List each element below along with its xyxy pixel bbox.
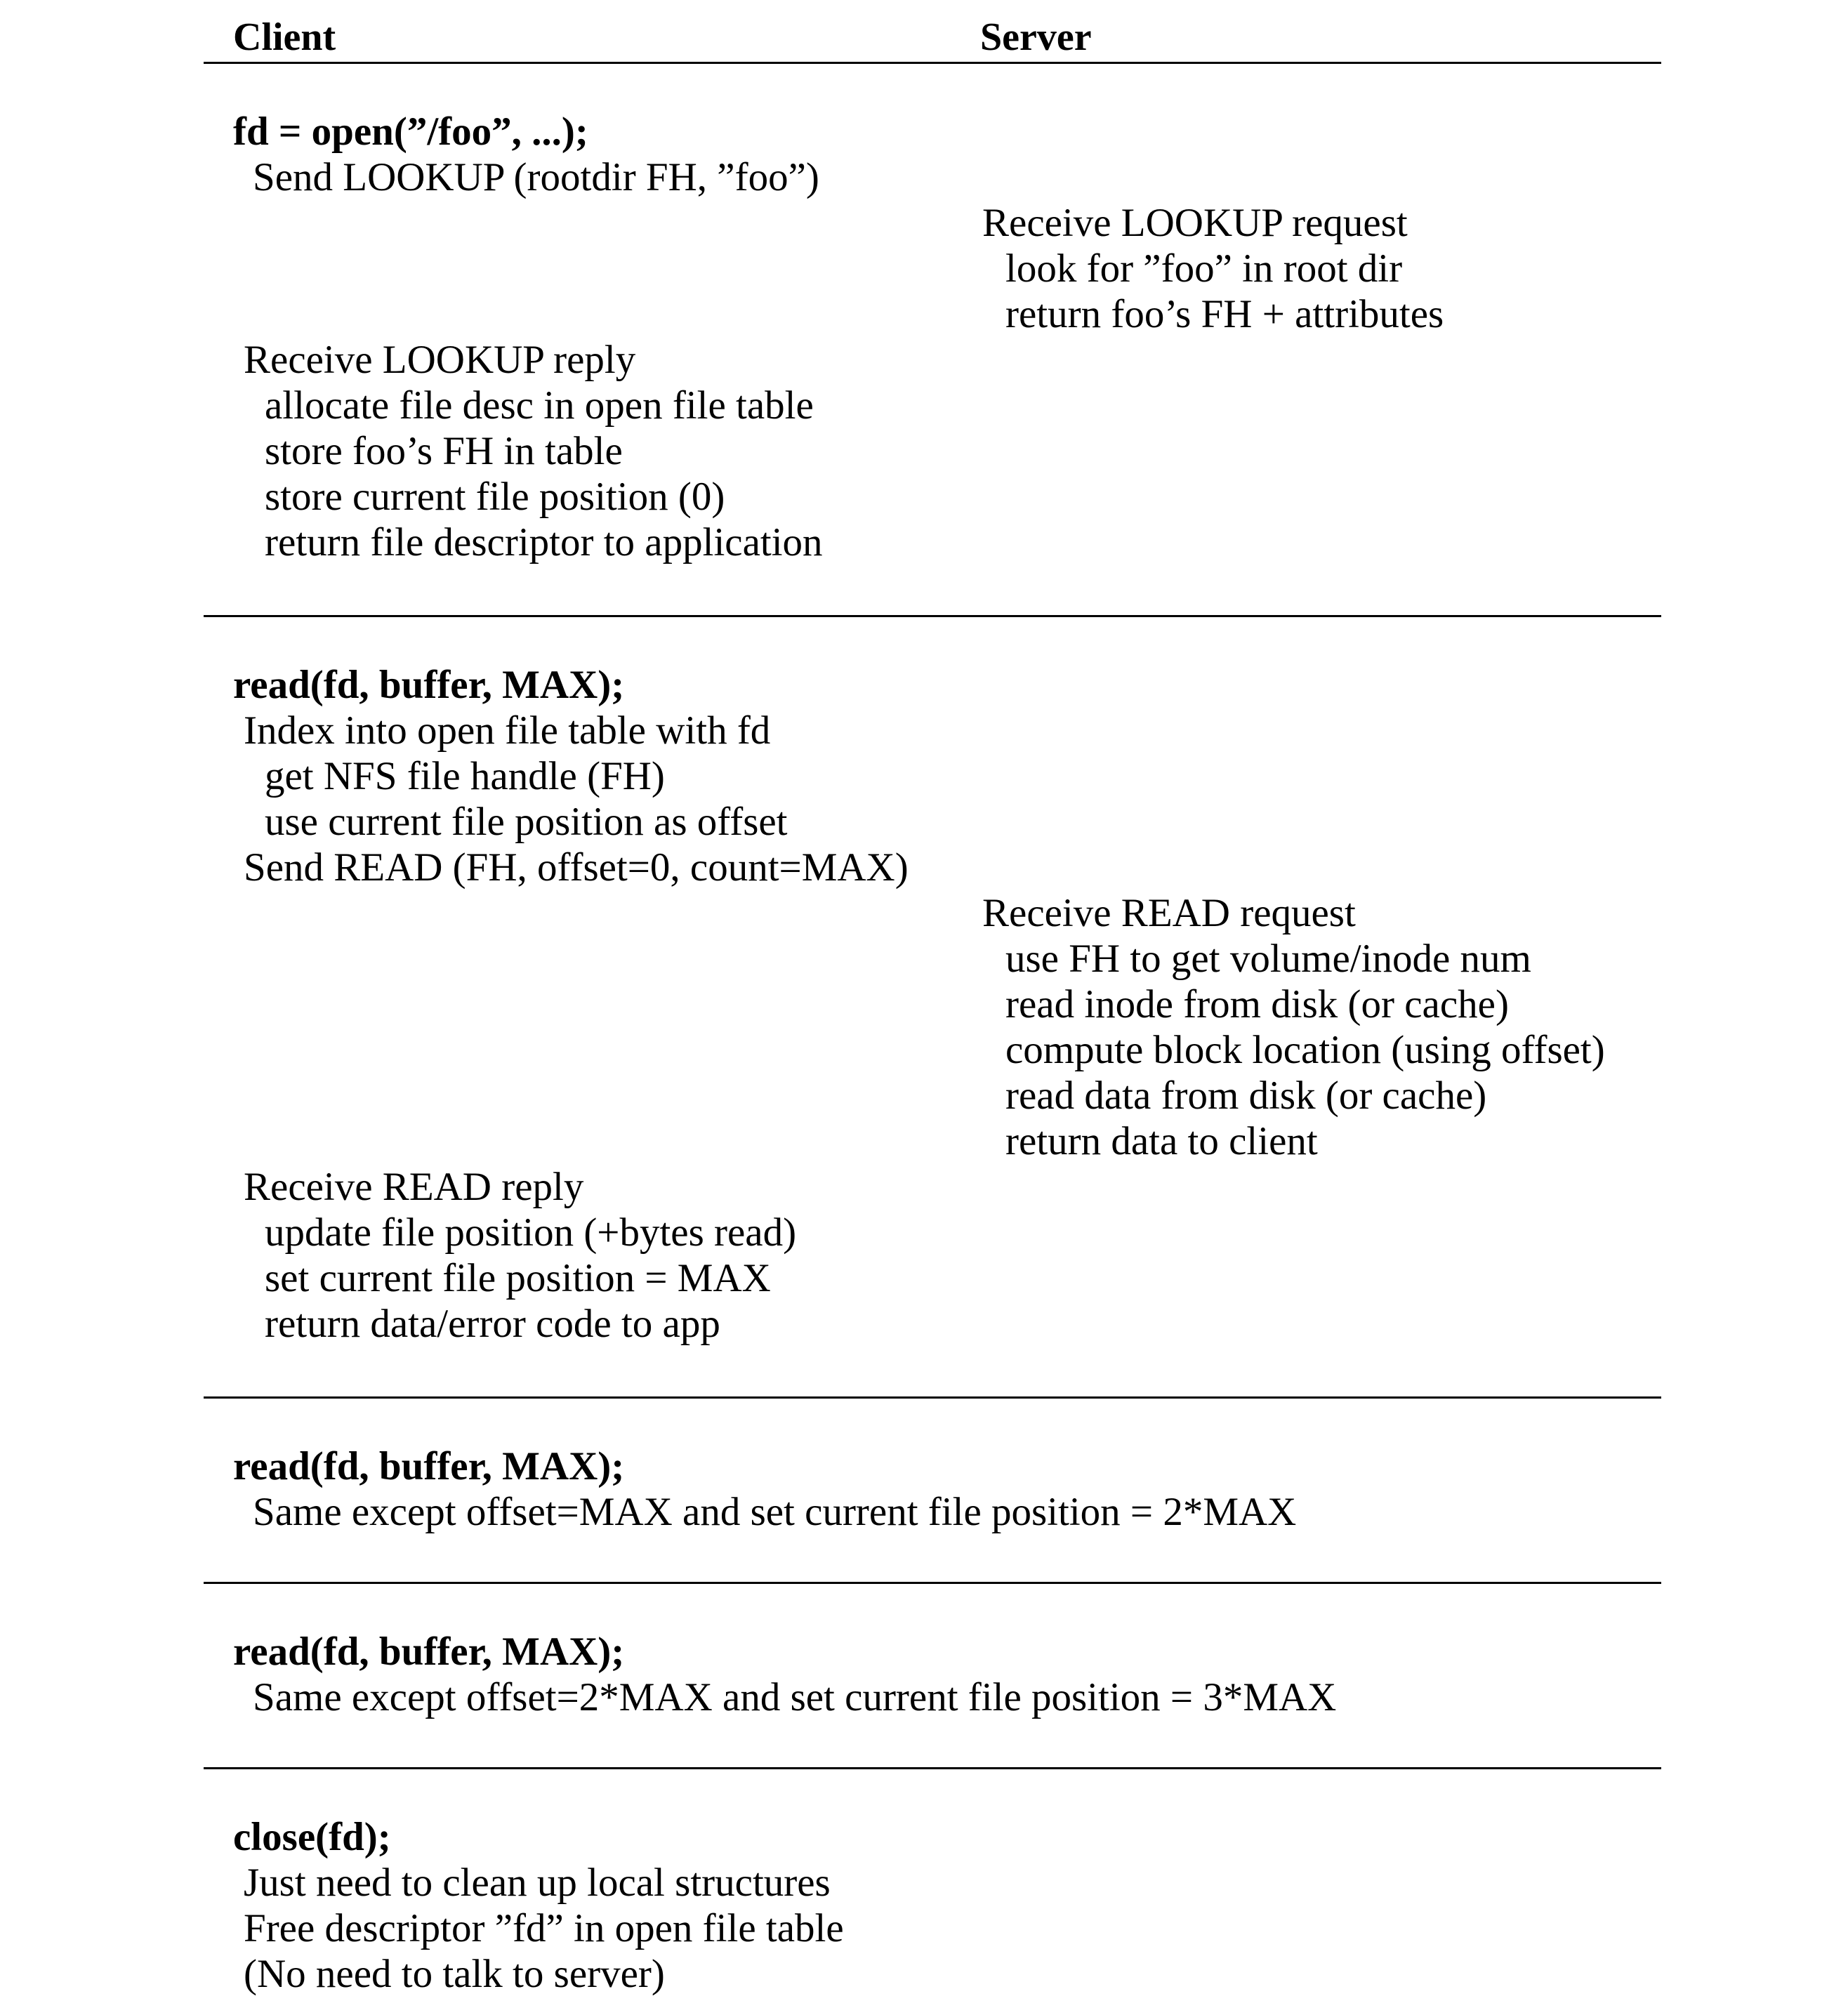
server-use-fh-line: use FH to get volume/inode num: [1005, 937, 1531, 981]
section-rule-4: [204, 1767, 1661, 1769]
get-nfs-handle-line: get NFS file handle (FH): [265, 754, 665, 798]
section-rule-3: [204, 1582, 1661, 1584]
close-cleanup-line: Just need to clean up local structures: [244, 1861, 831, 1905]
server-receive-read-line: Receive READ request: [982, 891, 1356, 935]
index-open-file-table-line: Index into open file table with fd: [244, 708, 771, 753]
send-read-line: Send READ (FH, offset=0, count=MAX): [244, 845, 909, 890]
client-allocate-line: allocate file desc in open file table: [265, 383, 814, 428]
section-rule-2: [204, 1396, 1661, 1399]
client-column-header: Client: [233, 15, 336, 59]
server-compute-block-line: compute block location (using offset): [1005, 1028, 1605, 1072]
server-column-header: Server: [980, 15, 1092, 59]
close-free-descriptor-line: Free descriptor ”fd” in open file table: [244, 1906, 844, 1950]
client-set-position-line: set current file position = MAX: [265, 1256, 771, 1300]
read-call-2: read(fd, buffer, MAX);: [233, 1444, 625, 1488]
server-return-data-line: return data to client: [1005, 1119, 1318, 1163]
send-lookup-line: Send LOOKUP (rootdir FH, ”foo”): [253, 155, 819, 199]
server-read-data-line: read data from disk (or cache): [1005, 1074, 1487, 1118]
client-update-position-line: update file position (+bytes read): [265, 1210, 797, 1255]
read-call-3: read(fd, buffer, MAX);: [233, 1630, 625, 1674]
server-receive-lookup-line: Receive LOOKUP request: [982, 201, 1408, 245]
use-position-offset-line: use current file position as offset: [265, 800, 788, 844]
close-no-server-line: (No need to talk to server): [244, 1952, 665, 1996]
header-rule: [204, 62, 1661, 64]
section-rule-1: [204, 615, 1661, 617]
client-return-descriptor-line: return file descriptor to application: [265, 520, 823, 564]
open-call: fd = open(”/foo”, ...);: [233, 110, 588, 154]
client-store-position-line: store current file position (0): [265, 475, 725, 519]
client-receive-read-line: Receive READ reply: [244, 1165, 584, 1209]
server-look-for-foo-line: look for ”foo” in root dir: [1005, 246, 1403, 291]
read-call-1: read(fd, buffer, MAX);: [233, 663, 625, 707]
read-3-note-line: Same except offset=2*MAX and set current file position = 3*MAX: [253, 1675, 1337, 1719]
client-receive-lookup-line: Receive LOOKUP reply: [244, 338, 636, 382]
client-return-data-line: return data/error code to app: [265, 1302, 720, 1346]
close-call: close(fd);: [233, 1815, 391, 1859]
server-read-inode-line: read inode from disk (or cache): [1005, 982, 1509, 1026]
server-return-fh-line: return foo’s FH + attributes: [1005, 292, 1444, 336]
read-2-note-line: Same except offset=MAX and set current file position = 2*MAX: [253, 1490, 1297, 1534]
client-store-fh-line: store foo’s FH in table: [265, 429, 623, 473]
